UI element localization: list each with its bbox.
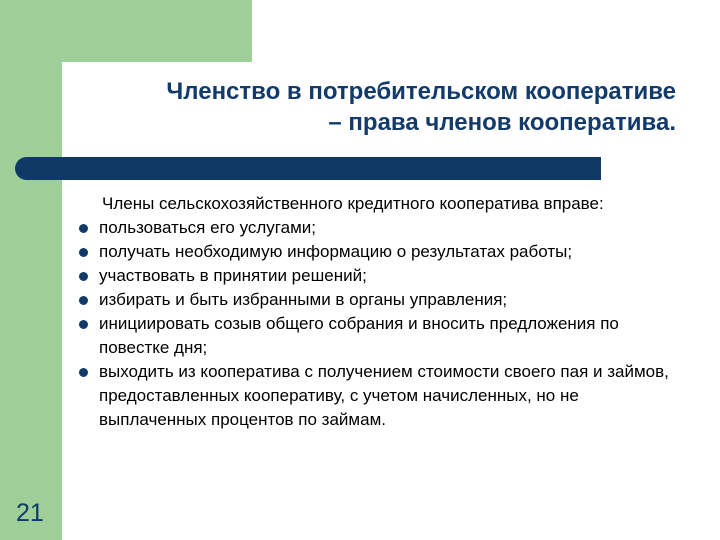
bullet-icon — [79, 248, 88, 257]
list-item — [78, 264, 678, 288]
slide-title-line-2: – права членов кооператива. — [328, 109, 676, 136]
list-item-text: инициировать созыв общего собрания и вносить предложения по повестке дня; — [99, 314, 619, 357]
bullet-icon — [79, 296, 88, 305]
list-item-text: пользоваться его услугами; — [99, 218, 316, 237]
list-item — [78, 288, 678, 312]
list-item — [78, 360, 678, 432]
decor-green-top-block — [0, 0, 252, 62]
bullet-icon — [79, 320, 88, 329]
bullet-icon — [79, 368, 88, 377]
list-item-text: получать необходимую информацию о результатах работы; — [99, 242, 573, 261]
list-item — [78, 312, 678, 360]
list-item-text: избирать и быть избранными в органы управления; — [99, 290, 508, 309]
list-item-text: участвовать в принятии решений; — [99, 266, 367, 285]
decor-green-sidebar — [0, 0, 62, 540]
rights-list — [78, 216, 678, 432]
title-divider-bar — [15, 157, 601, 180]
bullet-icon — [79, 224, 88, 233]
slide-title-line-1: Членство в потребительском кооперативе — [166, 78, 676, 105]
intro-text: Члены сельскохозяйственного кредитного кооператива вправе: — [102, 194, 604, 213]
list-item — [78, 216, 678, 240]
bullet-icon — [79, 272, 88, 281]
page-number: 21 — [16, 499, 44, 527]
list-item — [78, 240, 678, 264]
slide-title — [80, 76, 676, 138]
slide-body — [78, 192, 678, 432]
list-item-text: выходить из кооператива с получением стоимости своего пая и займов, предоставленных кооперативу, с учетом начисленных, но не выплаченных процентов по займам. — [99, 362, 669, 429]
